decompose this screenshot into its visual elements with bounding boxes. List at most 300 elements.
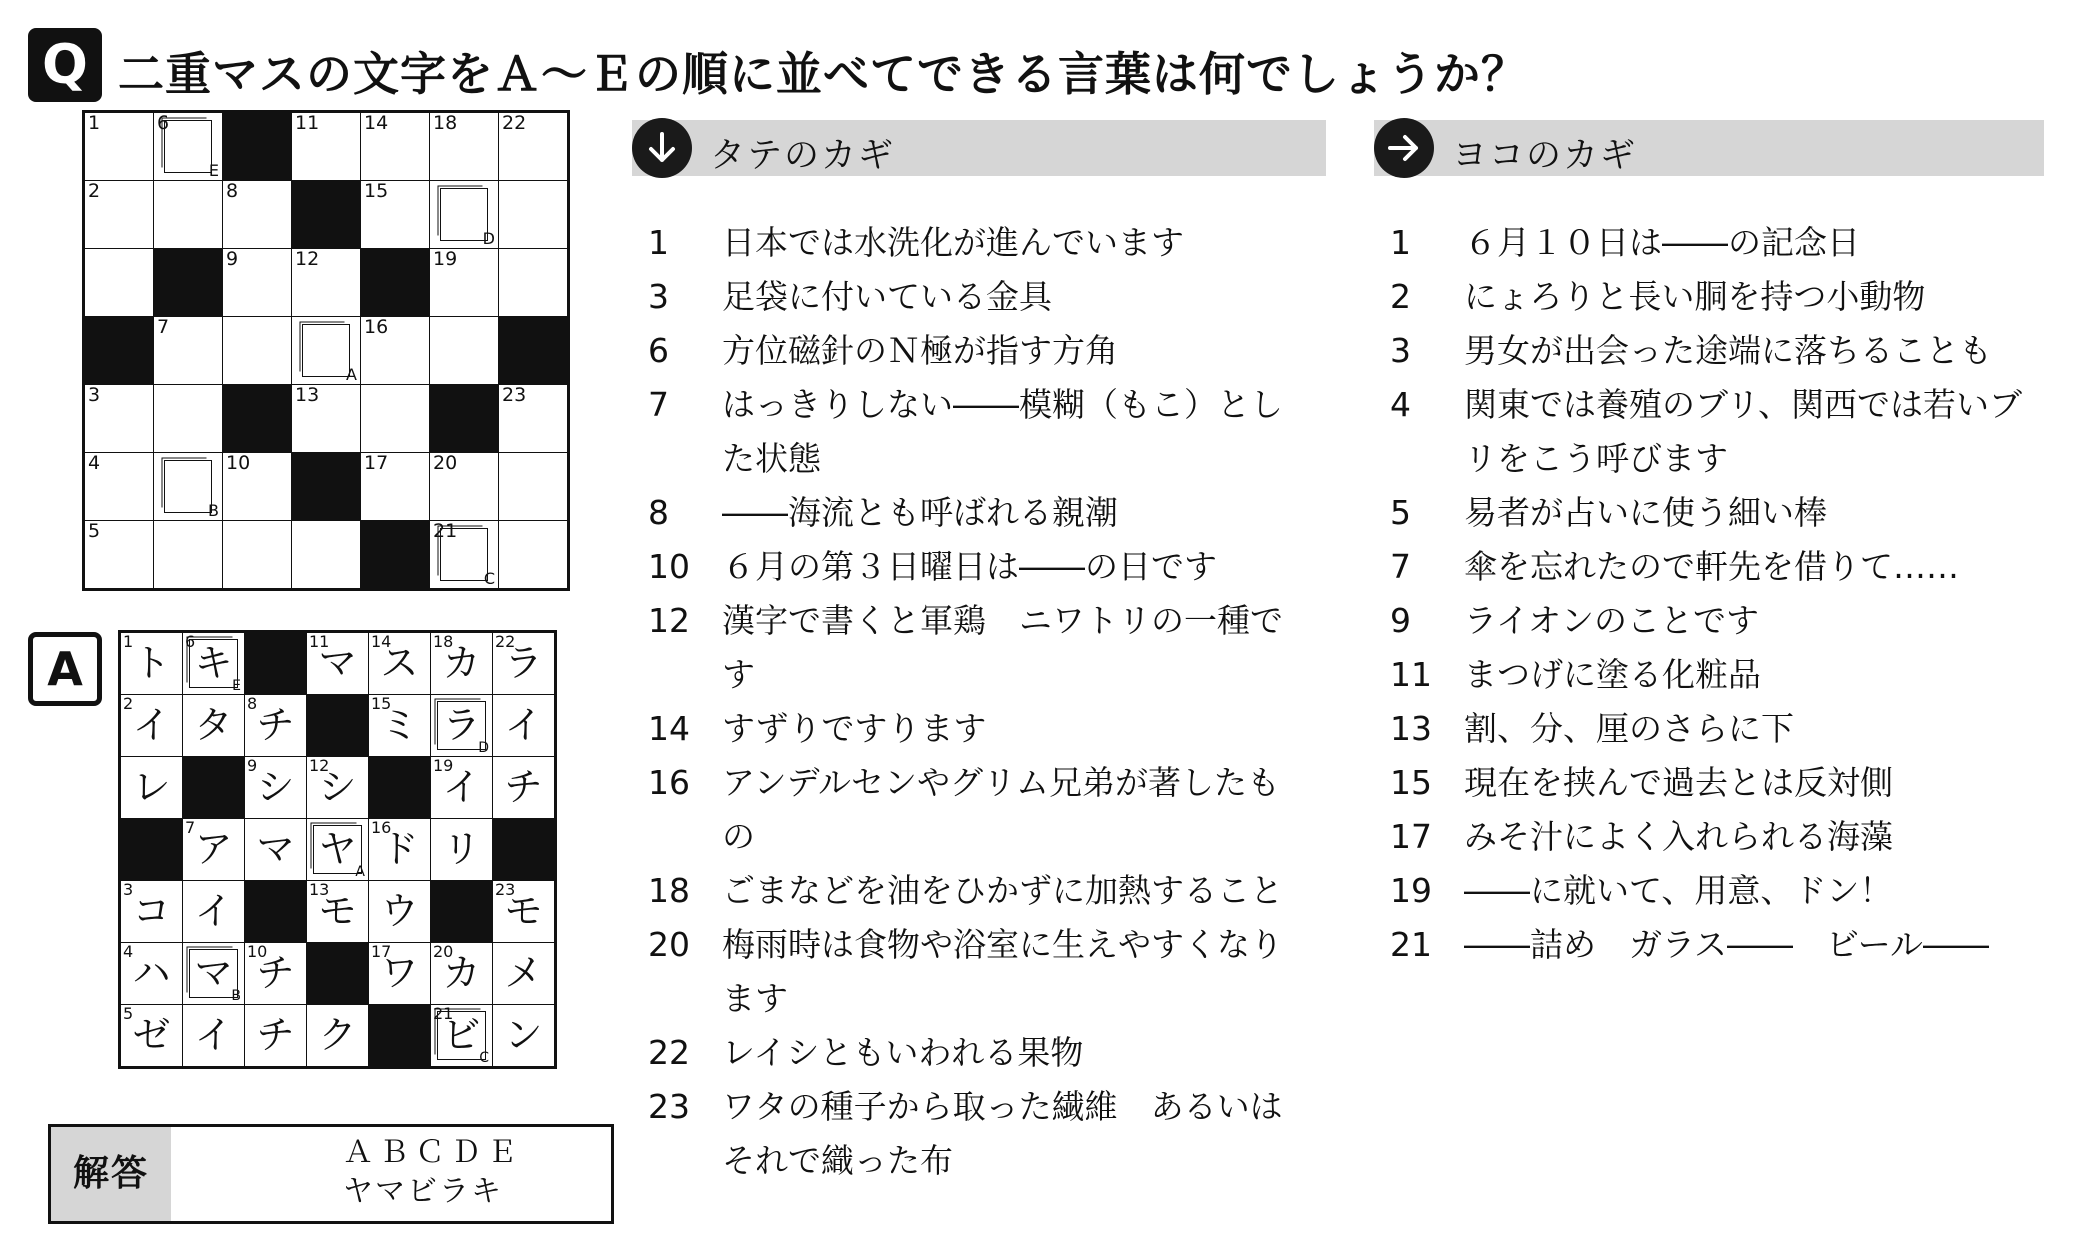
- clue-item: [648, 702, 1298, 756]
- clue-text: にょろりと長い胴を持つ小動物: [1464, 277, 1926, 316]
- cell-kana: ラ: [442, 703, 481, 747]
- cell-number: 22: [495, 632, 516, 651]
- clue-number: 6: [648, 331, 669, 370]
- tate-heading: [632, 120, 1326, 176]
- answer-mark-badge: A: [28, 632, 102, 706]
- grid-cell: [493, 1005, 556, 1068]
- cell-kana: ト: [132, 641, 171, 685]
- cell-number: 7: [157, 316, 170, 338]
- cell-number: 9: [247, 756, 258, 775]
- double-cell: [307, 819, 369, 881]
- cell-kana: イ: [504, 703, 543, 747]
- grid-row: [84, 317, 569, 385]
- cell-kana: チ: [256, 1013, 295, 1057]
- black-cell: [223, 385, 292, 453]
- clue-text: みそ汁によく入れられる海藻: [1464, 817, 1893, 856]
- clue-item: [1390, 864, 2050, 918]
- cell-kana: リ: [442, 827, 481, 871]
- clue-text: 足袋に付いている金具: [722, 277, 1052, 316]
- answer-grid: [118, 630, 557, 1069]
- yoko-heading-label: ヨコのカギ: [1452, 136, 1638, 176]
- clue-item: [648, 324, 1298, 378]
- grid-cell: [120, 1005, 183, 1068]
- clue-number: 19: [1390, 871, 1432, 910]
- grid-cell: [84, 112, 154, 181]
- cell-number: 20: [433, 452, 458, 474]
- clue-text: ――海流とも呼ばれる親潮: [722, 493, 1118, 532]
- answer-keys: ＡＢＣＤＥ: [343, 1135, 523, 1170]
- grid-cell: [430, 249, 499, 317]
- black-cell: [307, 695, 369, 757]
- grid-cell: [369, 819, 431, 881]
- cell-number: 13: [295, 384, 320, 406]
- black-cell: [369, 1005, 431, 1068]
- cell-kana: マ: [318, 641, 357, 685]
- cell-kana: マ: [194, 951, 233, 995]
- grid-cell: [183, 881, 245, 943]
- clue-text: ワタの種子から取った繊維 あるいはそれで織った布: [722, 1087, 1283, 1180]
- clue-text: 男女が出会った途端に落ちることも: [1464, 331, 1992, 370]
- cell-number: 4: [123, 942, 134, 961]
- page-title: 二重マスの文字をＡ～Ｅの順に並べてできる言葉は何でしょうか？: [118, 47, 1528, 101]
- clue-number: 7: [1390, 547, 1411, 586]
- cell-kana: ヤ: [318, 827, 357, 871]
- cell-kana: ビ: [442, 1013, 481, 1057]
- grid-cell: [307, 1005, 369, 1068]
- cell-number: 5: [88, 520, 101, 542]
- clue-number: 3: [648, 277, 669, 316]
- cell-kana: メ: [504, 951, 543, 995]
- grid-cell: [369, 632, 431, 695]
- answer-label: 解答: [51, 1127, 171, 1221]
- cell-number: 23: [495, 880, 516, 899]
- cell-kana: ゼ: [132, 1013, 171, 1057]
- grid-cell: [245, 943, 307, 1005]
- clue-number: 20: [648, 925, 690, 964]
- cell-number: 15: [371, 694, 392, 713]
- cell-kana: ン: [504, 1013, 543, 1057]
- clue-item: [1390, 540, 2050, 594]
- clue-text: 傘を忘れたので軒先を借りて……: [1464, 547, 1959, 586]
- grid-cell: [499, 521, 569, 590]
- cell-number: 17: [371, 942, 392, 961]
- clue-text: アンデルセンやグリム兄弟が著したもの: [722, 763, 1281, 856]
- grid-cell: [499, 181, 569, 249]
- cell-letter: A: [346, 365, 357, 384]
- double-box-mark: [440, 188, 488, 241]
- clue-item: [1390, 378, 2050, 486]
- tate-clue-list: [648, 216, 1298, 1188]
- clue-item: [648, 1080, 1298, 1188]
- cell-letter: E: [208, 161, 219, 180]
- cell-kana: カ: [442, 641, 481, 685]
- cell-number: 17: [364, 452, 389, 474]
- cell-number: 18: [433, 112, 458, 134]
- cell-number: 3: [88, 384, 101, 406]
- clue-text: ライオンのことです: [1464, 601, 1760, 640]
- cell-kana: シ: [318, 765, 357, 809]
- cell-number: 1: [88, 112, 101, 134]
- clue-number: 11: [1390, 655, 1432, 694]
- cell-kana: ラ: [504, 641, 543, 685]
- cell-kana: レ: [132, 765, 171, 809]
- cell-number: 3: [123, 880, 134, 899]
- cell-kana: タ: [194, 703, 233, 747]
- clue-text: 現在を挟んで過去とは反対側: [1464, 763, 1893, 802]
- clue-text: 梅雨時は食物や浴室に生えやすくなります: [722, 925, 1283, 1018]
- black-cell: [183, 757, 245, 819]
- cell-letter: D: [478, 740, 489, 756]
- grid-cell: [307, 881, 369, 943]
- cell-number: 12: [309, 756, 330, 775]
- grid-cell: [223, 521, 292, 590]
- grid-cell: [361, 385, 430, 453]
- grid-row: [120, 695, 556, 757]
- cell-kana: ミ: [380, 703, 419, 747]
- clue-item: [1390, 594, 2050, 648]
- cell-number: 10: [226, 452, 251, 474]
- grid-row: [84, 249, 569, 317]
- grid-cell: [154, 385, 223, 453]
- black-cell: [245, 632, 307, 695]
- clue-item: [1390, 270, 2050, 324]
- cell-number: 8: [247, 694, 258, 713]
- clue-item: [1390, 918, 2050, 972]
- grid-cell: [431, 943, 493, 1005]
- clue-number: 1: [1390, 223, 1411, 262]
- grid-cell: [183, 819, 245, 881]
- grid-cell: [431, 757, 493, 819]
- double-cell: [431, 695, 493, 757]
- cell-number: 19: [433, 248, 458, 270]
- cell-kana: マ: [256, 827, 295, 871]
- cell-number: 6: [185, 632, 196, 651]
- cell-number: 11: [295, 112, 320, 134]
- cell-letter: B: [231, 988, 241, 1004]
- double-cell: [430, 181, 499, 249]
- clue-text: まつげに塗る化粧品: [1464, 655, 1761, 694]
- clue-item: [648, 594, 1298, 702]
- black-cell: [499, 317, 569, 385]
- grid-cell: [361, 112, 430, 181]
- grid-cell: [84, 385, 154, 453]
- grid-cell: [369, 943, 431, 1005]
- cell-number: 20: [433, 942, 454, 961]
- grid-row: [120, 632, 556, 695]
- arrow-down-icon: [632, 118, 692, 178]
- black-cell: [154, 249, 223, 317]
- grid-cell: [223, 249, 292, 317]
- cell-number: 15: [364, 180, 389, 202]
- double-box-mark: [164, 460, 212, 513]
- clue-number: 4: [1390, 385, 1411, 424]
- clue-text: 日本では水洗化が進んでいます: [722, 223, 1184, 262]
- grid-cell: [84, 249, 154, 317]
- cell-number: 2: [88, 180, 101, 202]
- clue-number: 22: [648, 1033, 690, 1072]
- black-cell: [120, 819, 183, 881]
- grid-cell: [493, 757, 556, 819]
- cell-number: 23: [502, 384, 527, 406]
- cell-letter: C: [479, 1050, 489, 1066]
- tate-heading-label: タテのカギ: [710, 136, 896, 176]
- grid-cell: [493, 881, 556, 943]
- clue-item: [648, 270, 1298, 324]
- grid-row: [120, 757, 556, 819]
- clue-item: [1390, 702, 2050, 756]
- grid-cell: [154, 181, 223, 249]
- clue-text: すずりですります: [722, 709, 987, 748]
- grid-row: [84, 112, 569, 181]
- clue-text: ――に就いて、用意、ドン！: [1464, 871, 1893, 910]
- clue-text: 関東では養殖のブリ、関西では若いブリをこう呼びます: [1464, 385, 2023, 478]
- cell-number: 18: [433, 632, 454, 651]
- grid-cell: [223, 317, 292, 385]
- grid-row: [120, 1005, 556, 1068]
- clue-number: 14: [648, 709, 690, 748]
- clue-text: ６月１０日は――の記念日: [1464, 223, 1860, 262]
- double-cell: [183, 943, 245, 1005]
- black-cell: [493, 819, 556, 881]
- clue-text: はっきりしない――模糊（もこ）とした状態: [722, 385, 1283, 478]
- clue-number: 15: [1390, 763, 1432, 802]
- cell-kana: チ: [504, 765, 543, 809]
- double-box-mark: [164, 120, 212, 173]
- grid-cell: [361, 181, 430, 249]
- clue-number: 1: [648, 223, 669, 262]
- yoko-heading: [1374, 120, 2044, 176]
- clue-text: ごまなどを油をひかずに加熱すること: [722, 871, 1283, 910]
- clue-number: 21: [1390, 925, 1432, 964]
- yoko-clue-list: [1390, 216, 2050, 972]
- grid-cell: [120, 757, 183, 819]
- clue-item: [1390, 486, 2050, 540]
- cell-number: 16: [364, 316, 389, 338]
- grid-cell: [499, 385, 569, 453]
- clue-item: [648, 216, 1298, 270]
- grid-cell: [245, 1005, 307, 1068]
- cell-kana: カ: [442, 951, 481, 995]
- cell-kana: モ: [504, 889, 543, 933]
- clue-text: 方位磁針のＮ極が指す方角: [722, 331, 1118, 370]
- grid-cell: [292, 385, 361, 453]
- cell-letter: A: [355, 864, 365, 880]
- clue-number: 18: [648, 871, 690, 910]
- clue-number: 16: [648, 763, 690, 802]
- grid-cell: [431, 632, 493, 695]
- double-cell: [154, 112, 223, 181]
- cell-number: 19: [433, 756, 454, 775]
- cell-number: 7: [185, 818, 196, 837]
- clue-item: [1390, 216, 2050, 270]
- cell-kana: モ: [318, 889, 357, 933]
- cell-kana: ク: [318, 1013, 357, 1057]
- clue-text: レイシともいわれる果物: [722, 1033, 1084, 1072]
- black-cell: [292, 453, 361, 521]
- double-cell: [431, 1005, 493, 1068]
- clue-item: [648, 540, 1298, 594]
- cell-kana: チ: [256, 951, 295, 995]
- grid-cell: [84, 521, 154, 590]
- question-mark-badge: Q: [28, 28, 102, 102]
- black-cell: [307, 943, 369, 1005]
- clue-number: 23: [648, 1087, 690, 1126]
- clue-number: 17: [1390, 817, 1432, 856]
- cell-number: 10: [247, 942, 268, 961]
- black-cell: [430, 385, 499, 453]
- clue-item: [648, 918, 1298, 1026]
- double-cell: [154, 453, 223, 521]
- clue-item: [1390, 810, 2050, 864]
- grid-cell: [154, 317, 223, 385]
- clue-item: [648, 1026, 1298, 1080]
- clue-number: 7: [648, 385, 669, 424]
- grid-cell: [120, 881, 183, 943]
- cell-number: 2: [123, 694, 134, 713]
- cell-kana: イ: [194, 889, 233, 933]
- grid-cell: [292, 521, 361, 590]
- grid-cell: [292, 249, 361, 317]
- clue-item: [1390, 756, 2050, 810]
- double-box-mark: [302, 324, 350, 377]
- cell-kana: イ: [442, 765, 481, 809]
- grid-cell: [120, 632, 183, 695]
- cell-number: 14: [364, 112, 389, 134]
- grid-cell: [120, 943, 183, 1005]
- cell-kana: イ: [132, 703, 171, 747]
- cell-number: 6: [157, 112, 170, 134]
- grid-cell: [292, 112, 361, 181]
- black-cell: [292, 181, 361, 249]
- grid-cell: [154, 521, 223, 590]
- grid-cell: [493, 943, 556, 1005]
- clue-number: 3: [1390, 331, 1411, 370]
- black-cell: [369, 757, 431, 819]
- grid-cell: [369, 881, 431, 943]
- cell-kana: ア: [194, 827, 233, 871]
- cell-number: 14: [371, 632, 392, 651]
- black-cell: [223, 112, 292, 181]
- clue-item: [648, 378, 1298, 486]
- grid-cell: [245, 819, 307, 881]
- grid-cell: [499, 453, 569, 521]
- grid-row: [120, 881, 556, 943]
- clue-text: 割、分、厘のさらに下: [1464, 709, 1794, 748]
- grid-row: [84, 521, 569, 590]
- black-cell: [361, 521, 430, 590]
- black-cell: [431, 881, 493, 943]
- cell-kana: ス: [380, 641, 419, 685]
- double-cell: [292, 317, 361, 385]
- clue-item: [648, 486, 1298, 540]
- grid-cell: [430, 112, 499, 181]
- clue-number: 12: [648, 601, 690, 640]
- cell-kana: ワ: [380, 951, 419, 995]
- double-cell: [430, 521, 499, 590]
- cell-letter: C: [483, 569, 495, 588]
- grid-cell: [84, 181, 154, 249]
- grid-row: [84, 453, 569, 521]
- grid-row: [84, 385, 569, 453]
- cell-number: 8: [226, 180, 239, 202]
- cell-kana: コ: [132, 889, 171, 933]
- cell-number: 21: [433, 1004, 454, 1023]
- grid-cell: [369, 695, 431, 757]
- clue-number: 8: [648, 493, 669, 532]
- double-cell: [183, 632, 245, 695]
- grid-cell: [499, 112, 569, 181]
- grid-row: [120, 819, 556, 881]
- cell-kana: ウ: [380, 889, 419, 933]
- cell-number: 12: [295, 248, 320, 270]
- grid-cell: [493, 632, 556, 695]
- clue-text: ――詰め ガラス―― ビール――: [1464, 925, 1990, 964]
- cell-kana: ハ: [132, 951, 171, 995]
- arrow-right-icon: [1374, 118, 1434, 178]
- cell-number: 13: [309, 880, 330, 899]
- grid-cell: [430, 317, 499, 385]
- cell-number: 16: [371, 818, 392, 837]
- black-cell: [361, 249, 430, 317]
- clue-number: 9: [1390, 601, 1411, 640]
- cell-kana: シ: [256, 765, 295, 809]
- grid-row: [120, 943, 556, 1005]
- grid-cell: [223, 453, 292, 521]
- clue-text: 易者が占いに使う細い棒: [1464, 493, 1827, 532]
- grid-cell: [361, 453, 430, 521]
- clue-item: [648, 864, 1298, 918]
- black-cell: [245, 881, 307, 943]
- cell-kana: チ: [256, 703, 295, 747]
- grid-cell: [361, 317, 430, 385]
- cell-number: 21: [433, 520, 458, 542]
- cell-number: 4: [88, 452, 101, 474]
- grid-cell: [431, 819, 493, 881]
- grid-cell: [245, 695, 307, 757]
- cell-number: 22: [502, 112, 527, 134]
- clue-text: ６月の第３日曜日は――の日です: [722, 547, 1217, 586]
- cell-number: 5: [123, 1004, 134, 1023]
- clue-number: 13: [1390, 709, 1432, 748]
- grid-cell: [307, 632, 369, 695]
- clue-text: 漢字で書くと軍鶏 ニワトリの一種です: [722, 601, 1283, 694]
- cell-number: 9: [226, 248, 239, 270]
- grid-cell: [223, 181, 292, 249]
- answer-word: ヤマビラキ: [343, 1174, 503, 1209]
- grid-row: [84, 181, 569, 249]
- cell-letter: D: [482, 229, 495, 248]
- black-cell: [84, 317, 154, 385]
- clue-number: 10: [648, 547, 690, 586]
- grid-cell: [183, 695, 245, 757]
- grid-cell: [499, 249, 569, 317]
- cell-number: 1: [123, 632, 134, 651]
- clue-number: 5: [1390, 493, 1411, 532]
- clue-item: [648, 756, 1298, 864]
- cell-letter: E: [232, 678, 241, 694]
- clue-item: [1390, 324, 2050, 378]
- clue-number: 2: [1390, 277, 1411, 316]
- grid-cell: [84, 453, 154, 521]
- cell-letter: B: [208, 501, 219, 520]
- cell-kana: ド: [380, 827, 419, 871]
- grid-cell: [183, 1005, 245, 1068]
- cell-kana: キ: [194, 641, 233, 685]
- grid-cell: [493, 695, 556, 757]
- cell-kana: イ: [194, 1013, 233, 1057]
- grid-cell: [307, 757, 369, 819]
- grid-cell: [245, 757, 307, 819]
